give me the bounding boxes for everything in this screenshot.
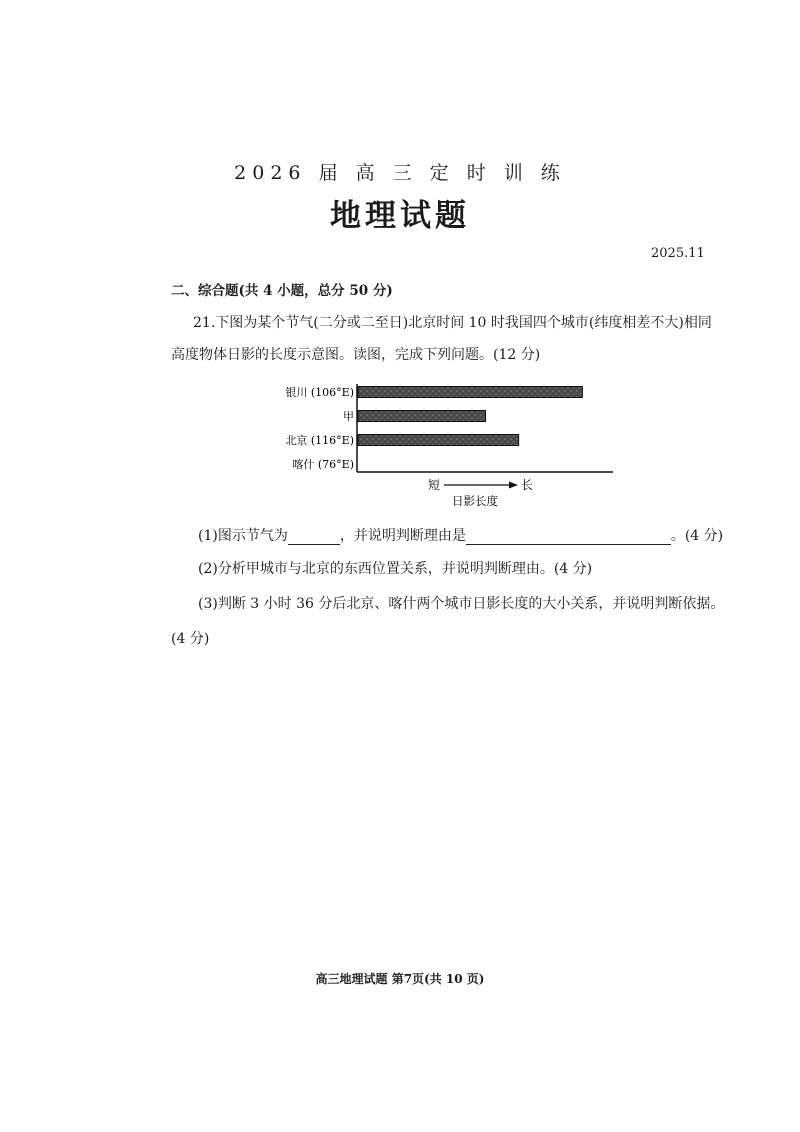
exam-date: 2025.11 — [651, 246, 705, 261]
q1-blank-reason[interactable] — [466, 528, 671, 545]
q1-prefix: (1)图示节气为 — [198, 528, 288, 544]
bar-2 — [358, 435, 519, 446]
category-label-2: 北京 (116°E) — [285, 434, 354, 447]
section-heading: 二、综合题(共 4 小题，总分 50 分) — [171, 283, 393, 299]
question-21-3-line-1: (3)判断 3 小时 36 分后北京、喀什两个城市日影长度的大小关系，并说明判断依据。 — [198, 596, 725, 612]
question-21-2: (2)分析甲城市与北京的东西位置关系，并说明判断理由。(4 分) — [198, 561, 593, 577]
question-21-3-line-2: (4 分) — [171, 631, 210, 647]
q1-middle: ，并说明判断理由是 — [339, 528, 466, 544]
category-label-3: 喀什 (76°E) — [292, 458, 354, 471]
chart-bars — [358, 387, 582, 446]
exam-subtitle: 2026 届 高 三 定 时 训 练 — [234, 162, 566, 184]
chart-category-labels — [285, 385, 354, 471]
question-21-text-line-1: 21.下图为某个节气(二分或二至日)北京时间 10 时我国四个城市(纬度相差不大)相同 — [193, 315, 712, 331]
q1-blank-solar-term[interactable] — [288, 528, 340, 545]
bar-1 — [358, 411, 486, 422]
x-axis-long-label: 长 — [521, 478, 534, 492]
question-21-1 — [198, 525, 723, 545]
exam-title: 地理试题 — [330, 198, 470, 234]
category-label-0: 银川 (106°E) — [285, 386, 354, 399]
q1-suffix: 。(4 分) — [670, 528, 724, 544]
question-21-text-line-2: 高度物体日影的长度示意图。读图，完成下列问题。(12 分) — [171, 347, 541, 363]
x-axis-short-label: 短 — [428, 478, 441, 492]
bar-0 — [358, 387, 582, 398]
x-axis-arrow-head — [509, 482, 518, 489]
page-footer: 高三地理试题 第7页(共 10 页) — [315, 972, 485, 986]
category-label-1: 甲 — [343, 410, 354, 423]
x-axis-title: 日影长度 — [452, 494, 498, 508]
shadow-length-chart — [270, 378, 630, 508]
